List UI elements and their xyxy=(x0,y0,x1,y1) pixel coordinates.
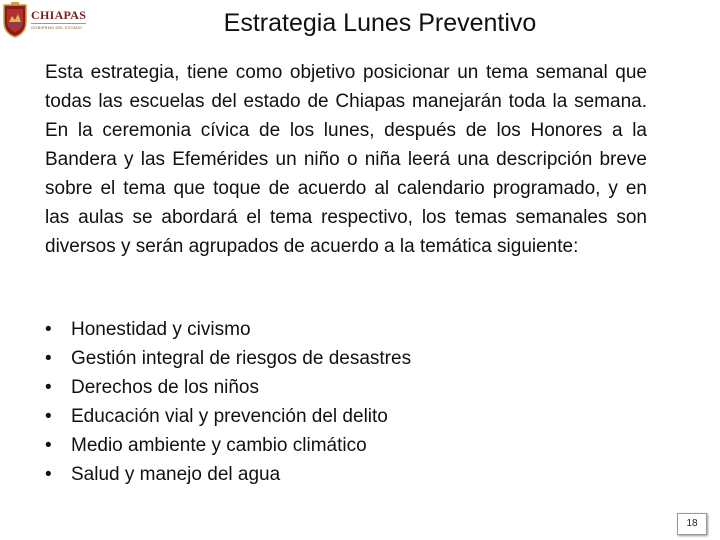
topic-label: Salud y manejo del agua xyxy=(71,464,281,485)
topics-list xyxy=(45,315,605,489)
strategy-description: Esta estrategia, tiene como objetivo posicionar un tema semanal que todas las escuelas del estado de Chiapas manejarán toda la semana. En la ceremonia cívica de los lunes, después de los Honores a la Bandera y las Efemérides un niño o niña leerá una descripción breve sobre el tema que toque de acuerdo al calendario programado, y en las aulas se abordará el tema respectivo, los temas semanales son diversos y serán agrupados de acuerdo a la temática siguiente: xyxy=(45,62,647,257)
topic-item xyxy=(45,402,605,431)
topic-label: Medio ambiente y cambio climático xyxy=(71,435,367,456)
topic-item xyxy=(45,431,605,460)
logo-subtitle: GOBIERNO DEL ESTADO xyxy=(31,23,86,31)
bullet-icon: • xyxy=(45,464,52,485)
bullet-icon: • xyxy=(45,348,52,369)
bullet-icon: • xyxy=(45,435,52,456)
bullet-icon: • xyxy=(45,319,52,340)
logo-name: CHIAPAS xyxy=(31,8,87,22)
bullet-icon: • xyxy=(45,377,52,398)
topic-label: Derechos de los niños xyxy=(71,377,259,398)
topic-label: Honestidad y civismo xyxy=(71,319,251,340)
topic-item xyxy=(45,315,605,344)
topic-label: Educación vial y prevención del delito xyxy=(71,406,388,427)
page-number: 18 xyxy=(677,513,707,535)
topic-item xyxy=(45,460,605,489)
slide-title: Estrategia Lunes Preventivo xyxy=(223,9,537,37)
topic-label: Gestión integral de riesgos de desastres xyxy=(71,348,412,369)
topic-item xyxy=(45,373,605,402)
topic-item xyxy=(45,344,605,373)
bullet-icon: • xyxy=(45,406,52,427)
